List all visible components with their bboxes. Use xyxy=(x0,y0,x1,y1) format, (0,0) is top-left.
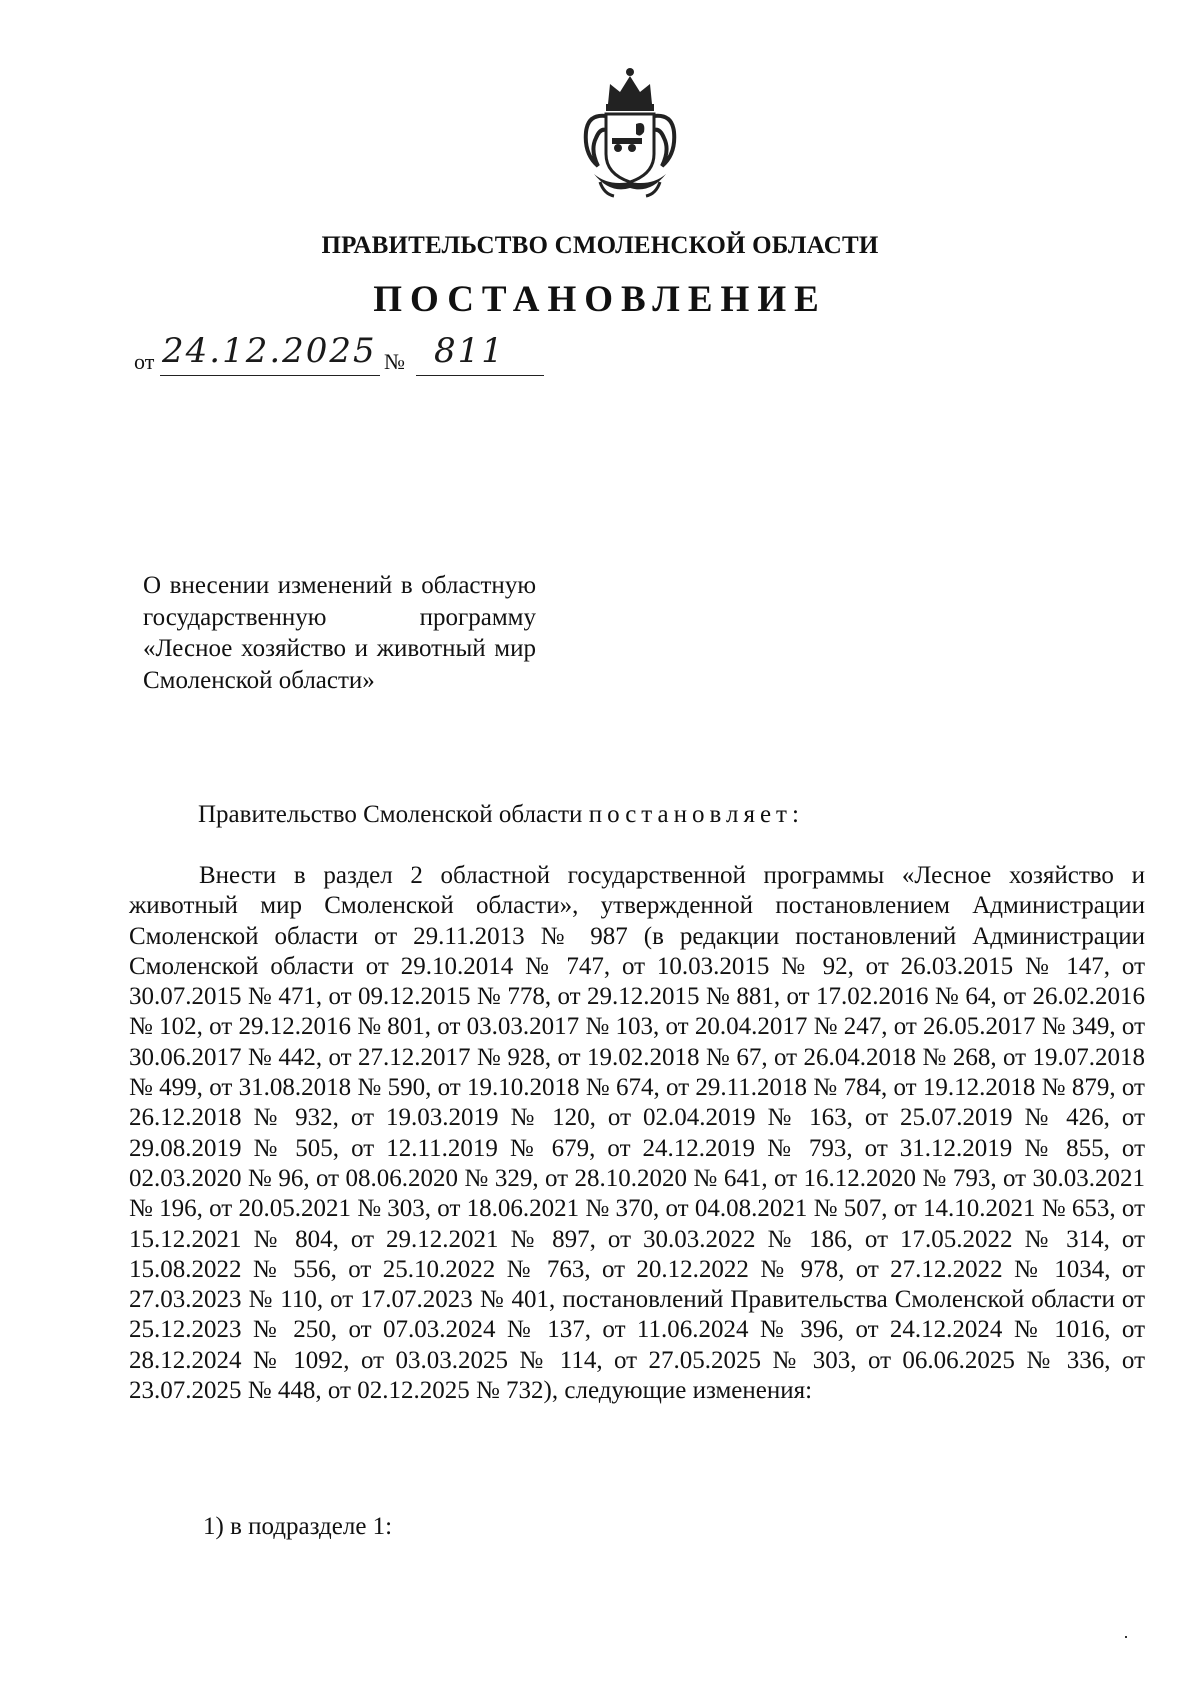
document-type-title: ПОСТАНОВЛЕНИЕ xyxy=(373,279,827,320)
number-underline xyxy=(416,375,544,376)
smolensk-coat-of-arms-emblem xyxy=(570,62,690,202)
list-item-1: 1) в подразделе 1: xyxy=(203,1513,393,1540)
main-paragraph: Внести в раздел 2 областной государственной программы «Лесное хозяйство и животный мир Смоленской области», утвержденной постановлением Администрации Смоленской области от 29.11.2013 № 987 (в редакции постановлений Администрации Смоленской области от 29.10.2014 № 747, от 10.03.2015 № 92, от 26.03.2015 № 147, от 30.07.2015 № 471, от 09.12.2015 № 778, от 29.12.2015 № 881, от 17.02.2016 № 64, от 26.02.2016 № 102, от 29.12.2016 № 801, от 03.03.2017 № 103, от 20.04.2017 № 247, от 26.05.2017 № 349, от 30.06.2017 № 442, от 27.12.2017 № 928, от 19.02.2018 № 67, от 26.04.2018 № 268, от 19.07.2018 № 499, от 31.08.2018 № 590, от 19.10.2018 № 674, от 29.11.2018 № 784, от 19.12.2018 № 879, от 26.12.2018 № 932, от 19.03.2019 № 120, от 02.04.2019 № 163, от 25.07.2019 № 426, от 29.08.2019 № 505, от 12.11.2019 № 679, от 24.12.2019 № 793, от 31.12.2019 № 855, от 02.03.2020 № 96, от 08.06.2020 № 329, от 28.10.2020 № 641, от 16.12.2020 № 793, от 30.03.2021 № 196, от 20.05.2021 № 303, от 18.06.2021 № 370, от 04.08.2021 № 507, от 14.10.2021 № 653, от 15.12.2021 № 804, от 29.12.2021 № 897, от 30.03.2022 № 186, от 17.05.2022 № 314, от 15.08.2022 № 556, от 25.10.2022 № 763, от 20.12.2022 № 978, от 27.12.2022 № 1034, от 27.03.2023 № 110, от 17.07.2023 № 401, постановлений Правительства Смоленской области от 25.12.2023 № 250, от 07.03.2024 № 137, от 11.06.2024 № 396, от 24.12.2024 № 1016, от 28.12.2024 № 1092, от 03.03.2025 № 114, от 27.05.2025 № 303, от 06.06.2025 № 336, от 23.07.2025 № 448, от 02.12.2025 № 732), следующие изменения: xyxy=(129,862,1145,1405)
number-prefix: № xyxy=(384,349,405,374)
handwritten-date: 24.12.2025 xyxy=(162,331,377,371)
intro-verb: постановляет: xyxy=(588,801,804,828)
scan-speck xyxy=(1125,1636,1127,1638)
date-underline xyxy=(160,375,380,376)
document-subject: О внесении изменений в областную государственную программу «Лесное хозяйство и животный мир Смоленской области» xyxy=(143,572,536,694)
government-title: ПРАВИТЕЛЬСТВО СМОЛЕНСКОЙ ОБЛАСТИ xyxy=(321,232,879,259)
intro-lead: Правительство Смоленской области xyxy=(198,801,589,828)
date-prefix: от xyxy=(134,349,155,374)
intro-paragraph xyxy=(198,800,1138,830)
handwritten-number: 811 xyxy=(434,331,505,371)
